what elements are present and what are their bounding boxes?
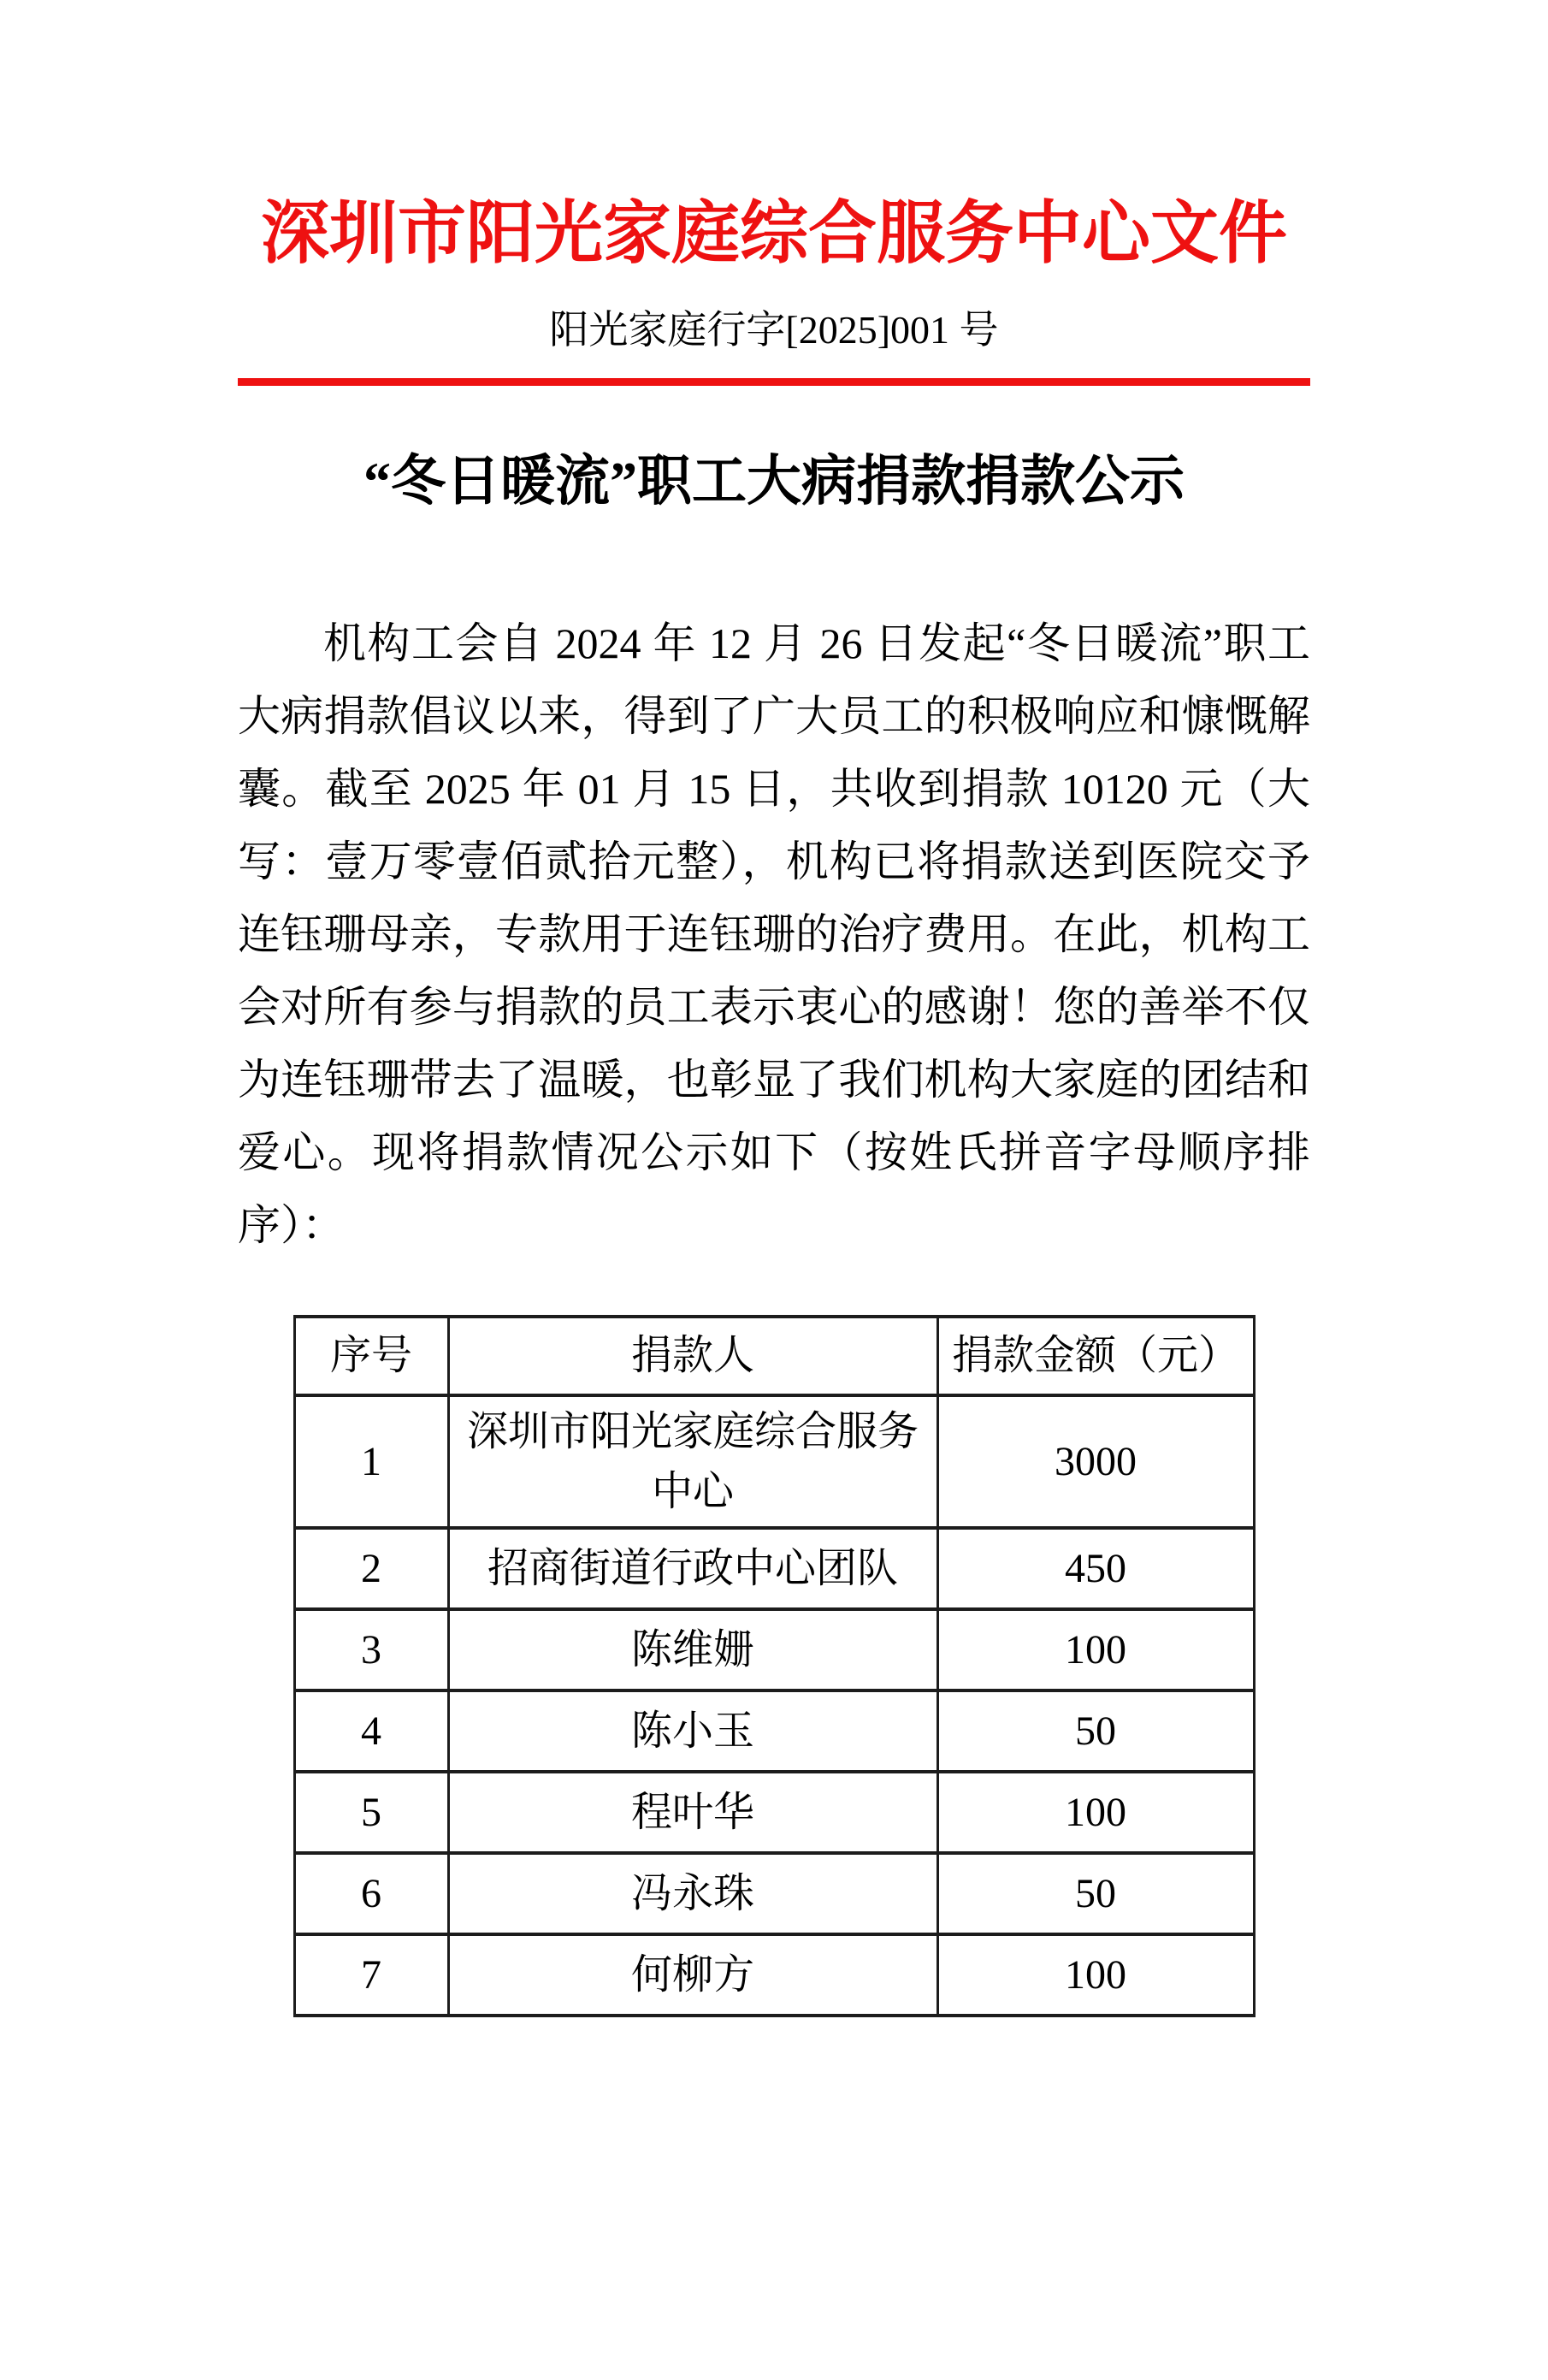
row-cell-amount: 450 [937, 1528, 1254, 1609]
header-cell-amount: 捐款金额（元） [937, 1317, 1254, 1395]
document-number: 阳光家庭行字[2025]001 号 [549, 308, 999, 352]
row-cell-no: 3 [294, 1609, 448, 1690]
donation-table-header [294, 1317, 1254, 1395]
row-cell-donor: 陈小玉 [448, 1690, 937, 1772]
donation-table [293, 1315, 1256, 2017]
row-cell-amount: 100 [937, 1772, 1254, 1853]
row-cell-donor: 深圳市阳光家庭综合服务中心 [448, 1395, 937, 1528]
header-divider-rule [238, 378, 1310, 386]
table-row [294, 1772, 1254, 1853]
row-cell-donor: 冯永珠 [448, 1853, 937, 1934]
table-row [294, 1395, 1254, 1528]
row-cell-donor: 陈维姗 [448, 1609, 937, 1690]
header-row [294, 1317, 1254, 1395]
row-cell-no: 5 [294, 1772, 448, 1853]
document-page [0, 190, 1548, 2380]
row-cell-amount: 100 [937, 1609, 1254, 1690]
table-row [294, 1853, 1254, 1934]
row-cell-donor: 招商街道行政中心团队 [448, 1528, 937, 1609]
row-cell-amount: 50 [937, 1690, 1254, 1772]
notice-title: “冬日暖流”职工大病捐款捐款公示 [363, 450, 1185, 512]
row-cell-no: 7 [294, 1934, 448, 2016]
header-cell-no: 序号 [294, 1317, 448, 1395]
table-row [294, 1934, 1254, 2016]
table-row [294, 1528, 1254, 1609]
row-cell-no: 6 [294, 1853, 448, 1934]
notice-body-paragraph: 机构工会自 2024 年 12 月 26 日发起“冬日暖流”职工大病捐款倡议以来，得到了广大员工的积极响应和慷慨解囊。截至 2025 年 01 月 15 日，共收到捐款 10120 元（大写：壹万零壹佰贰拾元整），机构已将捐款送到医院交予连钰珊母亲，专款用于连钰珊的治疗费用。在此，机构工会对所有参与捐款的员工表示衷心的感谢！您的善举不仅为连钰珊带去了温暖，也彰显了我们机构大家庭的团结和爱心。现将捐款情况公示如下（按姓氏拼音字母顺序排序）： [238, 619, 1310, 1249]
row-cell-no: 4 [294, 1690, 448, 1772]
row-cell-donor: 程叶华 [448, 1772, 937, 1853]
row-cell-amount: 3000 [937, 1395, 1254, 1528]
document-header-title: 深圳市阳光家庭综合服务中心文件 [261, 197, 1287, 272]
table-row [294, 1690, 1254, 1772]
row-cell-donor: 何柳方 [448, 1934, 937, 2016]
row-cell-no: 1 [294, 1395, 448, 1528]
row-cell-amount: 50 [937, 1853, 1254, 1934]
row-cell-no: 2 [294, 1528, 448, 1609]
donation-table-body [294, 1395, 1254, 2016]
row-cell-amount: 100 [937, 1934, 1254, 2016]
header-cell-donor: 捐款人 [448, 1317, 937, 1395]
table-row [294, 1609, 1254, 1690]
